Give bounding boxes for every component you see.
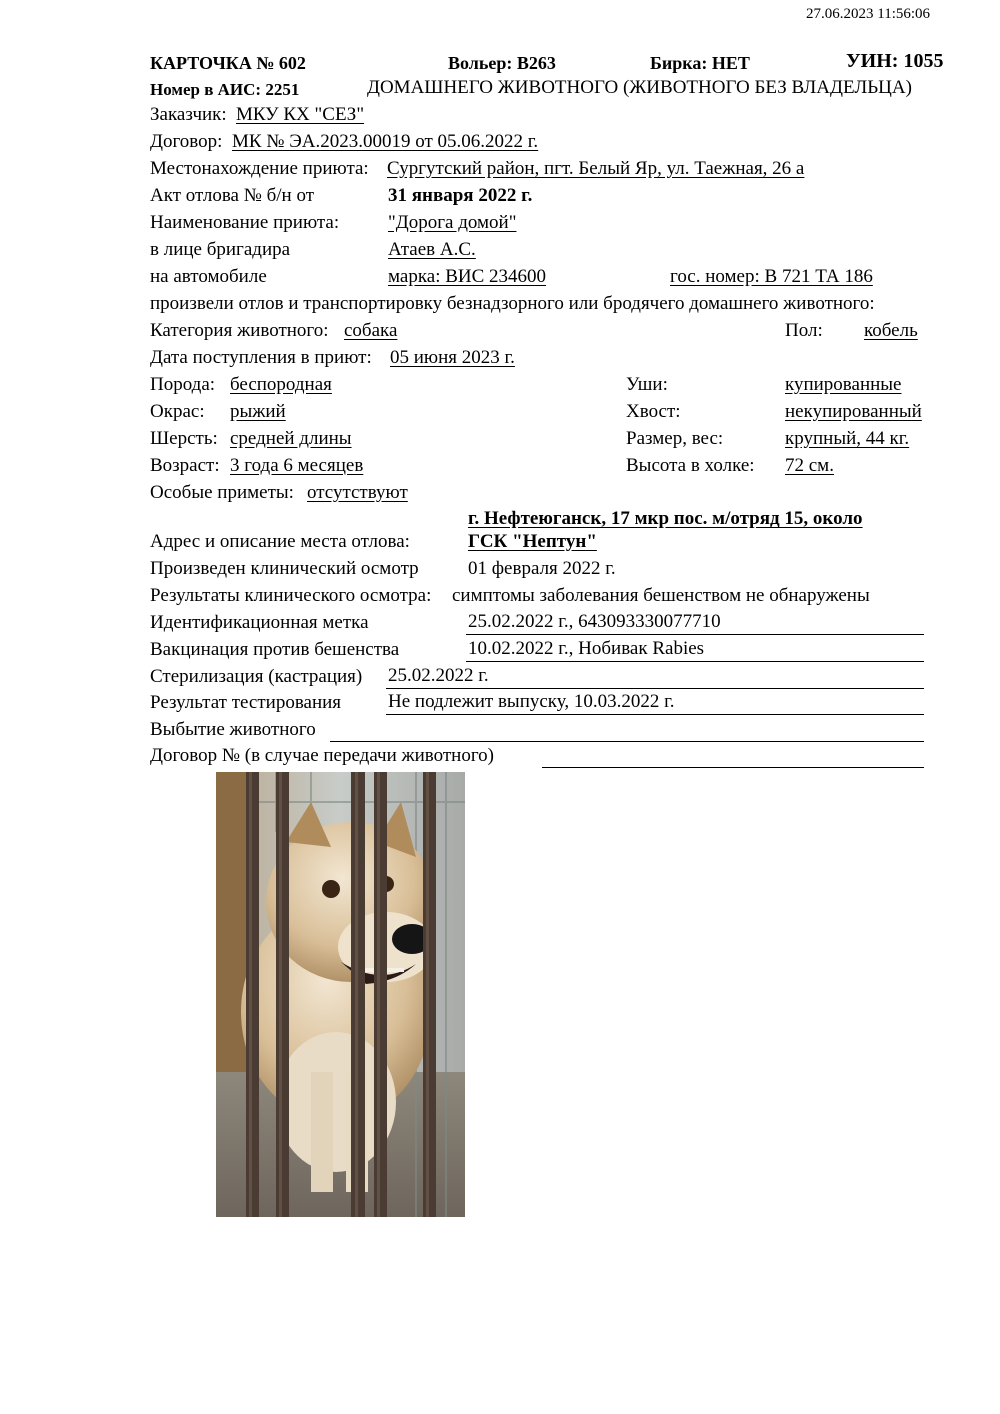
- contract-value: МК № ЭА.2023.00019 от 05.06.2022 г.: [232, 131, 539, 152]
- sterilization-underline: [386, 688, 924, 689]
- shelter-name: "Дорога домой": [388, 212, 517, 233]
- color-value: рыжий: [230, 401, 286, 422]
- sex-value: кобель: [864, 320, 918, 341]
- vehicle-plate: гос. номер: В 721 ТА 186: [670, 266, 873, 287]
- sterilization-label: Стерилизация (кастрация): [150, 666, 363, 687]
- exam-result-value: симптомы заболевания бешенством не обнаружены: [452, 585, 870, 606]
- customer-label: Заказчик:: [150, 104, 227, 125]
- vaccination-underline: [466, 661, 924, 662]
- test-result-underline: [386, 714, 924, 715]
- exam-result-label: Результаты клинического осмотра:: [150, 585, 432, 606]
- tail-value: некупированный: [785, 401, 922, 422]
- id-tag-value: 25.02.2022 г., 643093330077710: [468, 611, 721, 632]
- height-label: Высота в холке:: [626, 455, 755, 476]
- tail-label: Хвост:: [626, 401, 681, 422]
- arrival-label: Дата поступления в приют:: [150, 347, 372, 368]
- category-value: собака: [344, 320, 398, 341]
- id-tag-label: Идентификационная метка: [150, 612, 369, 633]
- sex-label: Пол:: [785, 320, 823, 341]
- uin-number: УИН: 1055: [846, 50, 944, 72]
- print-timestamp: 27.06.2023 11:56:06: [806, 6, 931, 22]
- arrival-date: 05 июня 2023 г.: [390, 347, 515, 368]
- marks-label: Особые приметы:: [150, 482, 294, 503]
- disposal-label: Выбытие животного: [150, 719, 316, 740]
- exam-date: 01 февраля 2022 г.: [468, 558, 616, 579]
- vehicle-brand: марка: ВИС 234600: [388, 266, 547, 287]
- vaccination-value: 10.02.2022 г., Нобивак Rabies: [468, 638, 705, 659]
- capture-address-line2: ГСК "Нептун": [468, 531, 597, 552]
- sterilization-value: 25.02.2022 г.: [388, 665, 489, 686]
- breed-value: беспородная: [230, 374, 332, 395]
- coat-label: Шерсть:: [150, 428, 218, 449]
- coat-value: средней длины: [230, 428, 352, 449]
- capture-address-line1: г. Нефтеюганск, 17 мкр пос. м/отряд 15, около: [468, 508, 863, 529]
- dog-photo: [216, 772, 465, 1217]
- capture-address-label: Адрес и описание места отлова:: [150, 531, 410, 552]
- tag-status: Бирка: НЕТ: [650, 53, 750, 73]
- age-value: 3 года 6 месяцев: [230, 455, 364, 476]
- age-label: Возраст:: [150, 455, 220, 476]
- foreman-label: в лице бригадира: [150, 239, 291, 260]
- vaccination-label: Вакцинация против бешенства: [150, 639, 400, 660]
- marks-value: отсутствуют: [307, 482, 408, 503]
- card-title: ДОМАШНЕГО ЖИВОТНОГО (ЖИВОТНОГО БЕЗ ВЛАДЕЛЬЦА): [367, 77, 912, 98]
- capture-act-date: 31 января 2022 г.: [388, 185, 533, 206]
- test-result-value: Не подлежит выпуску, 10.03.2022 г.: [388, 691, 675, 712]
- size-value: крупный, 44 кг.: [785, 428, 910, 449]
- vehicle-label: на автомобиле: [150, 266, 267, 287]
- color-label: Окрас:: [150, 401, 205, 422]
- height-value: 72 см.: [785, 455, 834, 476]
- transfer-contract-underline: [542, 767, 924, 768]
- shelter-label: Наименование приюта:: [150, 212, 340, 233]
- exam-label: Произведен клинический осмотр: [150, 558, 419, 579]
- customer-value: МКУ КХ "СЕЗ": [236, 104, 365, 125]
- enclosure-number: Вольер: В263: [448, 53, 556, 73]
- capture-act-label: Акт отлова № б/н от: [150, 185, 315, 206]
- transfer-contract-label: Договор № (в случае передачи животного): [150, 745, 494, 766]
- location-value: Сургутский район, пгт. Белый Яр, ул. Таежная, 26 а: [387, 158, 805, 179]
- id-tag-underline: [466, 634, 924, 635]
- test-result-label: Результат тестирования: [150, 692, 342, 713]
- category-label: Категория животного:: [150, 320, 329, 341]
- ears-label: Уши:: [626, 374, 668, 395]
- breed-label: Порода:: [150, 374, 216, 395]
- ears-value: купированные: [785, 374, 902, 395]
- contract-label: Договор:: [150, 131, 223, 152]
- ais-number: Номер в АИС: 2251: [150, 80, 300, 99]
- size-label: Размер, вес:: [626, 428, 724, 449]
- card-number: КАРТОЧКА № 602: [150, 53, 306, 73]
- location-label: Местонахождение приюта:: [150, 158, 369, 179]
- capture-statement: произвели отлов и транспортировку безнадзорного или бродячего домашнего животного:: [150, 293, 875, 314]
- disposal-underline: [330, 741, 924, 742]
- foreman-name: Атаев А.С.: [388, 239, 476, 260]
